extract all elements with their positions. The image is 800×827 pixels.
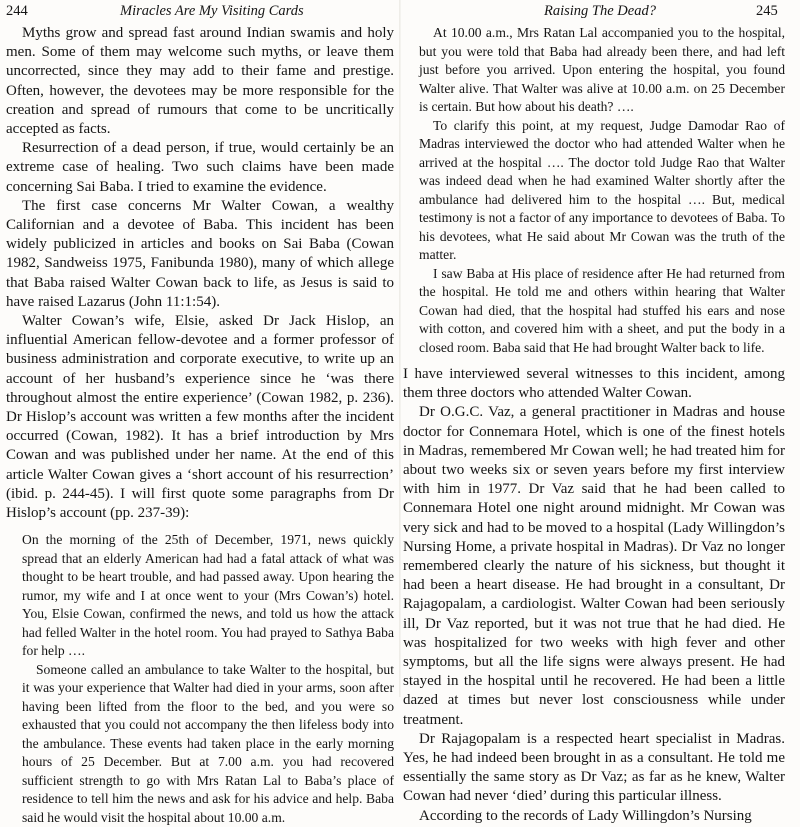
paragraph: Resurrection of a dead person, if true, would certainly be an extreme case of healing. Two such claims have been made concerning Sai Baba. I tried to examine the evidence. [6,140,394,195]
paragraph: Dr O.G.C. Vaz, a general practitioner in Madras and house doctor for Connemara Hotel, which is one of the finest hotels in Madras, remembered Mr Cowan well; he had treated him for about two weeks six or seven years before my first interview with him in 1977. Dr Vaz said that he had been called to Connemara Hotel one night around midnight. Mr Cowan was very sick and had to be moved to a hospital (Lady Willingdon’s Nursing Home, a private hospital in Madras). Dr Vaz no longer remembered clearly the nature of his sickness, but thought it had been a heart disease. He had brought in a consultant, Dr Rajagopalam, a cardiologist. Walter Cowan had been seriously ill, Dr Vaz reported, but it was not true that he had died. He was hospitalized for two weeks with high fever and other symptoms, but all the life signs were always present. He had stayed in the hospital until he recovered. He had been a little dazed at times but never lost consciousness while under treatment. [403,404,785,728]
right-page [400,0,800,824]
block-quote [419,24,785,357]
page-number: 244 [6,3,28,19]
block-quote [22,531,394,827]
quote-paragraph: I saw Baba at His place of residence after He had returned from the hospital. He told me and others within hearing that Walter Cowan had died, that the hospital had stuffed his ears and nose with cotton, and covered him with a sheet, and put the body in a closed room. Baba said that He had brought Walter back to life. [419,265,785,355]
left-page [0,0,400,825]
paragraph: The first case concerns Mr Walter Cowan, a wealthy Californian and a devotee of Baba. This incident has been widely publicized in articles and books on Sai Baba (Cowan 1982, Sandweiss 1975, Fanibunda 1980), many of which allege that Baba raised Walter Cowan back to life, as Jesus is said to have raised Lazarus (John 11:1:54). [6,197,394,310]
quote-paragraph: On the morning of the 25th of December, 1971, news quickly spread that an elderly American had had a fatal attack of what was thought to be heart trouble, and had passed away. Upon hearing the rumor, my wife and I at once went to your (Mrs Cowan’s) hotel. You, Elsie Cowan, confirmed the news, and told us how the attack had felled Walter in the hotel room. You had prayed to Sathya Baba for help …. [22,532,394,659]
paragraph: Myths grow and spread fast around Indian swamis and holy men. Some of them may welcome such myths, or leave them uncorrected, since they may add to their fame and prestige. Often, however, the devotees may be more responsible for the creation and spread of rumours that come to be uncritically accepted as facts. [6,25,394,138]
paragraph: Dr Rajagopalam is a respected heart specialist in Madras. Yes, he had indeed been brought in as a consultant. He told me essentially the same story as Dr Vaz; as far as he knew, Walter Cowan had never ‘died’ during this particular illness. [403,730,785,805]
quote-paragraph: At 10.00 a.m., Mrs Ratan Lal accompanied you to the hospital, but you were told that Baba had already been there, and had left just before you arrived. Upon entering the hospital, you found Walter alive. That Walter was alive at 10.00 a.m. on 25 December is certain. But how about his death? …. [419,25,785,114]
paragraph: I have interviewed several witnesses to this incident, among them three doctors who attended Walter Cowan. [403,366,785,402]
running-title: Raising The Dead? [544,3,656,19]
quote-paragraph: Someone called an ambulance to take Walter to the hospital, but it was your experience that Walter had died in your arms, soon after having been lifted from the floor to the bed, and you were so exhausted that you could not accompany the then lifeless body into the ambulance. These events had taken place in the early morning hours of 25 December. But at 7.00 a.m. you had recovered sufficient strength to go with Mrs Ratan Lal to Baba’s place of residence to tell him the news and ask for his advice and help. Baba said he would visit the hospital about 10.00 a.m. [22,661,394,825]
paragraph: Walter Cowan’s wife, Elsie, asked Dr Jack Hislop, an influential American fellow-devotee and a former professor of business administration and corporate executive, to write up an account of her husband’s experience since he ‘was there throughout almost the entire experience’ (Cowan 1982, p. 236). Dr Hislop’s account was written a few months after the incident occurred (Cowan, 1982). It has a brief introduction by Mrs Cowan and was published under her name. At the end of this article Walter Cowan gives a ‘short account of his resurrection’ (ibid. p. 244-45). I will first quote some paragraphs from Dr Hislop’s account (pp. 237-39): [6,313,394,522]
paragraph: According to the records of Lady Willingdon’s Nursing [419,807,752,824]
quote-paragraph: To clarify this point, at my request, Judge Damodar Rao of Madras interviewed the doctor who had attended Walter when he arrived at the hospital …. The doctor told Judge Rao that Walter was indeed dead when he had examined Walter shortly after the ambulance had delivered him to the hospital …. But, medical testimony is not a factor of any importance to devotees of Baba. To his devotees, what He said about Mr Cowan was the truth of the matter. [419,117,785,262]
page-number: 245 [756,3,778,19]
running-title: Miracles Are My Visiting Cards [120,3,304,19]
body-text [6,24,394,827]
body-text [403,24,785,826]
